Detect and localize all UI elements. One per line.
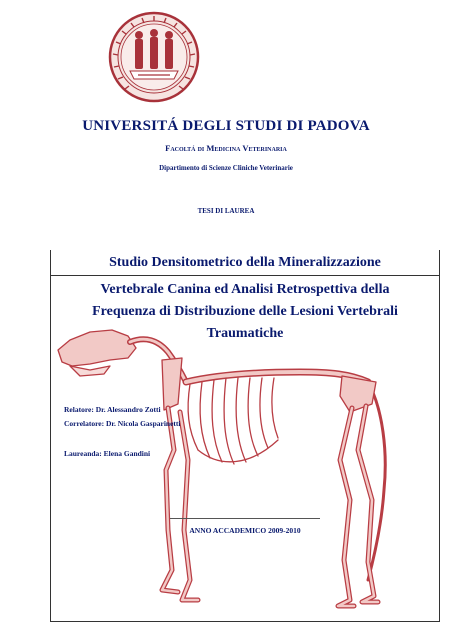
faculty-name: Facoltá di Medicina Veterinaria: [165, 143, 287, 153]
thesis-title-line-4: Traumatiche: [206, 326, 284, 341]
thesis-type: TESI DI LAUREA: [197, 207, 255, 215]
footer-divider: [170, 518, 320, 519]
university-seal-logo: [108, 11, 200, 103]
academic-year: ANNO ACCADEMICO 2009-2010: [189, 526, 301, 535]
thesis-title-line-3: Frequenza di Distribuzione delle Lesioni Vertebrali: [92, 304, 398, 319]
laureanda: Laureanda: Elena Gandini: [64, 449, 151, 458]
thesis-title-line-2: Vertebrale Canina ed Analisi Retrospettiva della: [100, 282, 390, 297]
frame-divider: [50, 275, 440, 276]
department-name: Dipartimento di Scienze Cliniche Veterinarie: [159, 164, 293, 172]
university-name: UNIVERSITÁ DEGLI STUDI DI PADOVA: [82, 118, 370, 134]
relatore: Relatore: Dr. Alessandro Zotti: [64, 405, 161, 414]
dog-skeleton-illustration: [50, 300, 440, 622]
thesis-title-line-1: Studio Densitometrico della Mineralizzazione: [109, 255, 381, 270]
correlatore: Correlatore: Dr. Nicola Gasparinetti: [64, 419, 181, 428]
